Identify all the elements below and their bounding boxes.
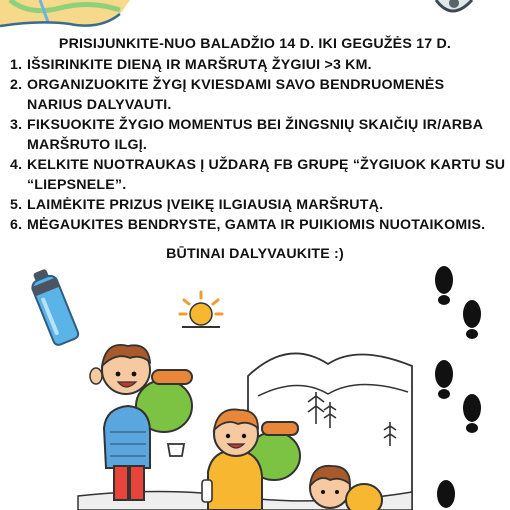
list-item — [0, 196, 510, 216]
list-item — [0, 76, 510, 116]
footprints-icon — [424, 262, 494, 510]
map-icon — [0, 0, 140, 32]
call-to-action: BŪTINAI DALYVAUKITE :) — [166, 246, 344, 262]
step-number: 1. — [10, 57, 23, 73]
sun-icon — [178, 290, 224, 330]
step-number: 5. — [10, 197, 23, 213]
list-item — [0, 56, 510, 76]
step-number: 3. — [10, 117, 23, 133]
hiking-kids-illustration — [78, 336, 414, 510]
step-text: LAIMĖKITE PRIZUS ĮVEIKĘ ILGIAUSIĄ MARŠRUTĄ. — [27, 197, 384, 213]
list-item — [0, 116, 510, 156]
step-text: MĖGAUKITES BENDRYSTE, GAMTA IR PUIKIOMIS NUOTAIKOMIS. — [27, 217, 486, 233]
step-number: 2. — [10, 77, 23, 93]
step-text: ORGANIZUOKITE ŽYGĮ KVIESDAMI SAVO BENDRUOMENĖS NARIUS DALYVAUTI. — [27, 77, 445, 113]
step-text: FIKSUOKITE ŽYGIO MOMENTUS BEI ŽINGSNIŲ SKAIČIŲ IR/ARBA MARŠRUTO ILGĮ. — [27, 117, 484, 153]
compass-icon — [434, 0, 474, 18]
event-heading: PRISIJUNKITE-NUO BALADŽIO 14 D. IKI GEGUŽĖS 17 D. — [58, 36, 452, 52]
list-item — [0, 156, 510, 196]
step-number: 6. — [10, 217, 23, 233]
steps-list — [0, 56, 510, 236]
step-text: IŠSIRINKITE DIENĄ IR MARŠRUTĄ ŽYGIUI >3 KM. — [27, 57, 372, 73]
step-text: KELKITE NUOTRAUKAS Į UŽDARĄ FB GRUPĘ “ŽYGIUOK KARTU SU “LIEPSNELE”. — [27, 157, 506, 193]
list-item — [0, 216, 510, 236]
step-number: 4. — [10, 157, 23, 173]
water-bottle-icon — [28, 264, 80, 346]
